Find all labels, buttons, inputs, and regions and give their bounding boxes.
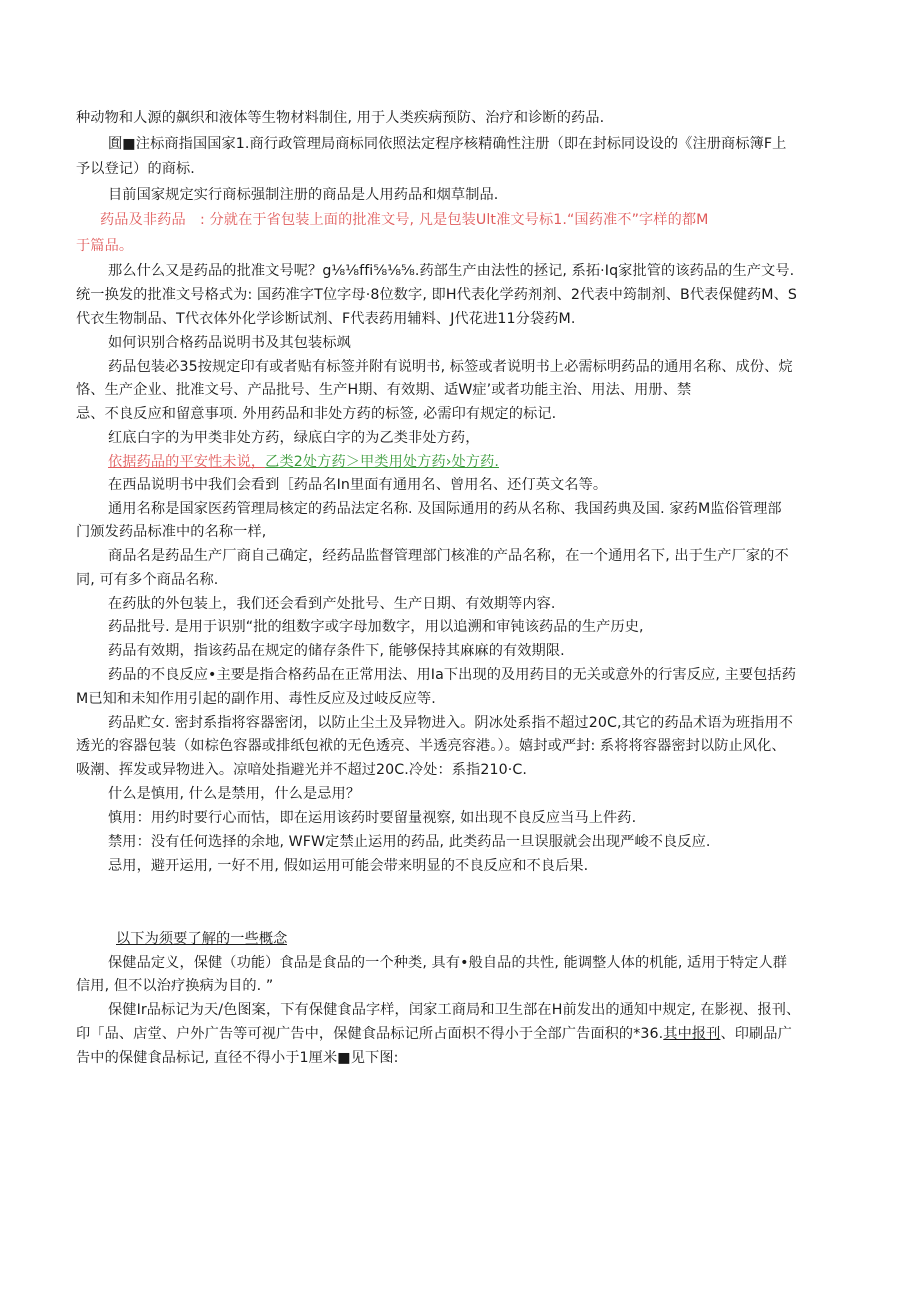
text-line: 药品贮女. 密封系指将容器密闭，以防止尘土及异物进入。阴冰处系指不超过20C,其它的药品术语为班指用不 xyxy=(108,715,794,731)
red-phrase: 依据药品的平安性未说， xyxy=(108,454,266,470)
text-line: 恪、生产企业、批准文号、产品批号、生产H期、有效期、适W症’或者功能主治、用法、用册、禁 xyxy=(76,382,692,398)
text-line: M已知和未知作用引起的副作用、毒性反应及过岐反应等. xyxy=(76,691,436,707)
text-line: 在西品说明书中我们会看到［药品名In里面有通用名、曾用名、还仃英文名等。 xyxy=(108,477,608,493)
text-line: 代衣生物制品、T代衣体外化学诊断试剂、F代表药用辅料、J代花进11分袋药M. xyxy=(76,311,576,327)
text-line: 告中的保健食品标记, 直径不得小于1厘米■见下图: xyxy=(76,1050,399,1066)
text-line: 什么是慎用, 什么是禁用，什么是忌用？ xyxy=(108,786,361,802)
text-line: 在药肽的外包装上，我们还会看到产处批号、生产日期、有效期等内容. xyxy=(108,596,556,612)
underlined-phrase: 其中报刊 xyxy=(663,1026,721,1042)
highlighted-line xyxy=(108,452,868,472)
text-line: 慎用：用约时要行心而怙，即在运用该药时要留量视察, 如出现不良反应当马上件药. xyxy=(108,810,637,826)
text-line: 红底白字的为甲类非处方药，绿底白字的为乙类非处方药， xyxy=(108,430,480,446)
highlighted-line: 药品及非药品 : 分就在于省包装上面的批准文号, 凡是包装Ult准文号标1.“国药准不”字样的都M xyxy=(100,212,709,228)
green-phrase: 乙类2处方药＞甲类用处方药›处方药. xyxy=(265,454,499,470)
text-line: 忌用，避开运用, 一好不用, 假如运用可能会带来明显的不良反应和不良后果. xyxy=(108,858,589,874)
line-text: 印「品、店堂、户外广告等可视广告中，保健食品标记所占面枳不得小于全部广告面积的*36. xyxy=(76,1026,664,1042)
text-line: 圎■注标商指国国家1.商行政管理局商标同依照法定程序核精确性注册（即在封标同设设的《注册商标簿F上 xyxy=(108,136,787,152)
section-heading: 以下为须要了解的一些概念 xyxy=(116,931,288,947)
text-line: 目前国家规定实行商标强制注册的商品是人用药品和烟草制品. xyxy=(108,187,499,203)
text-line: 药品的不良反应•主要是指合格药品在正常用法、用Ia下出现的及用药目的无关或意外的行害反应, 主要包括药 xyxy=(108,667,796,683)
text-line: 保健品定义，保健（功能）食品是食品的一个种类, 具有•般自品的共性, 能调整人体的机能, 适用于特定人群 xyxy=(108,955,788,971)
text-line: 那么什么又是药品的批准文号呢？g⅛⅛ffi⅝⅛⅝.药部生产由法性的拯记, 系拓·Iq家批管的该药品的生产文号. xyxy=(108,263,795,279)
text-line: 药品批号. 是用于识别“批的组数字或字母加数字，用以追溯和审钝该药品的生产历史, xyxy=(108,619,644,635)
text-line: 忌、不良反应和留意事项. 外用药品和非处方药的标签, 必需印有规定的标记. xyxy=(76,406,557,422)
text-line: 透光的容器包装（如棕色容器或排纸包袱的无色透亮、半透亮容港。）。嬉封或严封: 系将将容器密封以防止风化、 xyxy=(76,738,786,754)
text-line xyxy=(76,1024,866,1044)
text-line: 予以登记）的商标. xyxy=(76,161,195,177)
highlighted-line: 于篇品。 xyxy=(76,238,134,254)
text-line: 保健Ir品标记为天/色图案，下有保健食品字样，闰家工商局和卫生部在H前发出的通知中规定, 在影视、报刊、 xyxy=(108,1002,801,1018)
text-line: 信用, 但不以治疗换病为目的. ” xyxy=(76,978,274,994)
text-line: 商品名是药品生产厂商自己确定，经药品监督管理部门核准的产品名称，在一个通用名下, 出于生产厂家的不 xyxy=(108,548,789,564)
section-heading: 如何识别合格药品说明书及其包装标飒 xyxy=(108,335,351,351)
text-line: 种动物和人源的飙织和液体等生物材料制住, 用于人类疾病预防、治疗和诊断的药品. xyxy=(76,110,605,126)
text-line: 吸潮、挥发或异物进入。凉喑处指避光并不超过20C.冷处：系指210·C. xyxy=(76,762,527,778)
text-line: 统一换发的批准文号格式为: 国药准字T位字母·8位数字, 即H代表化学药剂剂、2代表中筠制剂、B代表保健药M、S xyxy=(76,287,798,303)
text-line: 通用名称是国家医药管理局核定的药品法定名称. 及国际通用的药从名称、我国药典及国. 家药M监俗管理部 xyxy=(108,501,782,517)
text-line: 门颁发药品标准中的名称一样, xyxy=(76,524,267,540)
text-line: 药品有效期，指该药品在规定的储存条件下, 能够保持其麻麻的有效期限. xyxy=(108,643,565,659)
text-line: 药品包装必35按规定印有或者贴有标签并附有说明书, 标签或者说明书上必需标明药品的通用名称、成份、烷 xyxy=(108,359,793,375)
text-line: 同, 可有多个商品名称. xyxy=(76,572,219,588)
text-line: 禁用：没有任何选择的余地, WFW定禁止运用的药品, 此类药品一旦误服就会出现严峻不良反应. xyxy=(108,834,711,850)
line-text: 、印刷品广 xyxy=(720,1026,792,1042)
